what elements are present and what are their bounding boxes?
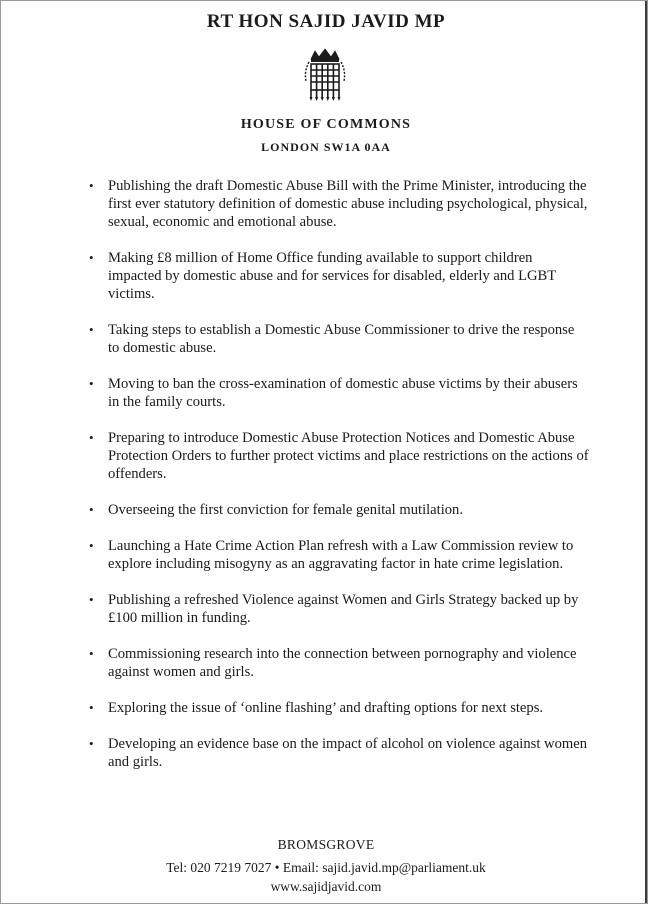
list-item-text: Preparing to introduce Domestic Abuse Protection Notices and Domestic Abuse Protection Orders to further protect victims and place restrictions on the actions of offenders. xyxy=(108,430,589,482)
list-item-text: Publishing the draft Domestic Abuse Bill with the Prime Minister, introducing the first ever statutory definition of domestic abuse including psychological, physical, sexual, economic and emotional abuse. xyxy=(108,178,588,230)
list-item xyxy=(89,429,589,483)
list-item-text: Taking steps to establish a Domestic Abuse Commissioner to drive the response to domestic abuse. xyxy=(108,322,575,356)
list-item-text: Launching a Hate Crime Action Plan refresh with a Law Commission review to explore including misogyny as an aggravating factor in hate crime legislation. xyxy=(108,538,574,572)
postal-address: LONDON SW1A 0AA xyxy=(261,140,391,154)
list-item xyxy=(89,645,589,681)
list-item xyxy=(89,735,589,771)
bullet-icon: • xyxy=(89,178,94,193)
mp-name: RT HON SAJID JAVID MP xyxy=(206,11,446,32)
list-item-text: Overseeing the first conviction for female genital mutilation. xyxy=(108,502,464,518)
list-item xyxy=(89,699,589,717)
constituency-name: BROMSGROVE xyxy=(277,837,375,852)
bullet-icon: • xyxy=(89,736,94,751)
list-item xyxy=(89,591,589,627)
portcullis-crest-icon xyxy=(301,47,349,103)
house-of-commons-heading: HOUSE OF COMMONS xyxy=(240,117,412,132)
bullet-icon: • xyxy=(89,646,94,661)
bullet-icon: • xyxy=(89,376,94,391)
list-item-text: Making £8 million of Home Office funding available to support children impacted by domestic abuse and for services for disabled, elderly and LGBT victims. xyxy=(108,250,556,302)
bullet-icon: • xyxy=(89,592,94,607)
bullet-icon: • xyxy=(89,430,94,445)
achievement-list xyxy=(89,177,589,789)
website-link[interactable]: www.sajidjavid.com xyxy=(270,879,382,894)
list-item xyxy=(89,537,589,573)
list-item xyxy=(89,321,589,357)
bullet-icon: • xyxy=(89,502,94,517)
bullet-icon: • xyxy=(89,700,94,715)
list-item xyxy=(89,501,589,519)
bullet-icon: • xyxy=(89,322,94,337)
list-item xyxy=(89,375,589,411)
list-item-text: Exploring the issue of ‘online flashing’ and drafting options for next steps. xyxy=(108,700,544,716)
contact-details: Tel: 020 7219 7027 • Email: sajid.javid.mp@parliament.uk xyxy=(166,860,486,875)
bullet-icon: • xyxy=(89,538,94,553)
bullet-icon: • xyxy=(89,250,94,265)
list-item-text: Developing an evidence base on the impact of alcohol on violence against women and girls. xyxy=(108,736,587,770)
list-item-text: Publishing a refreshed Violence against Women and Girls Strategy backed up by £100 million in funding. xyxy=(108,592,579,626)
list-item-text: Commissioning research into the connection between pornography and violence against women and girls. xyxy=(108,646,577,680)
list-item-text: Moving to ban the cross-examination of domestic abuse victims by their abusers in the family courts. xyxy=(108,376,578,410)
list-item xyxy=(89,177,589,231)
list-item xyxy=(89,249,589,303)
